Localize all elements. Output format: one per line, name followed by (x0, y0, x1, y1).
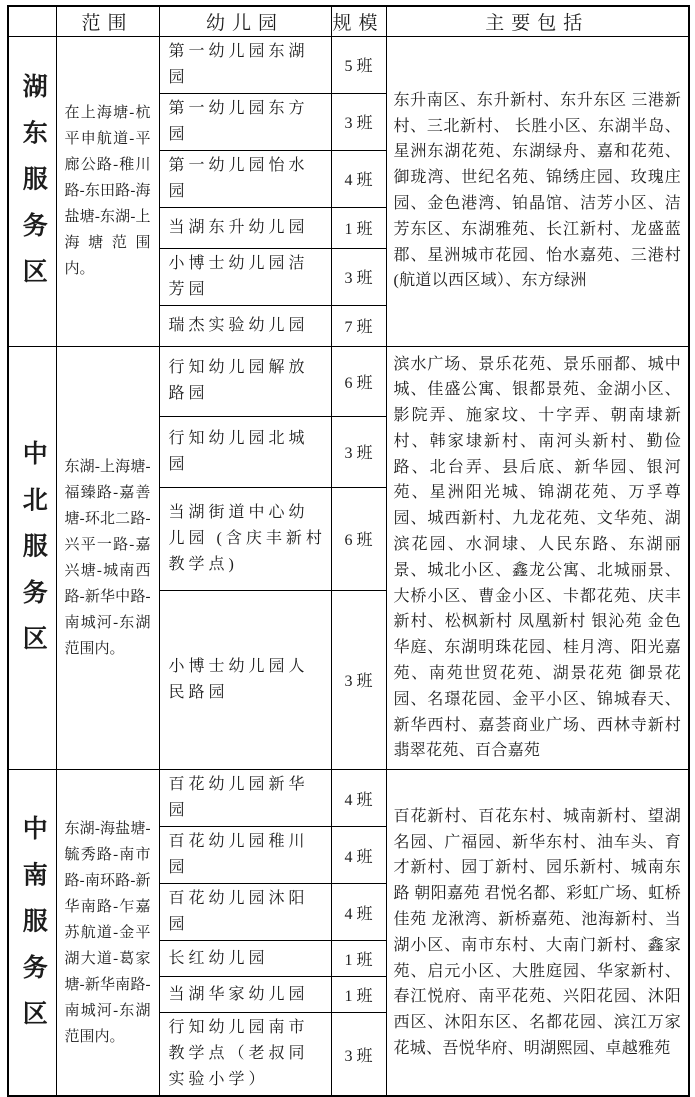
scale-cell: 1 班 (331, 207, 386, 248)
table-row (8, 346, 689, 417)
section-label: 中北服务区 (19, 439, 47, 671)
scale-cell: 4 班 (331, 150, 386, 207)
scale-cell: 1 班 (331, 977, 386, 1013)
kindergarten-name: 百花幼儿园稚川园 (159, 827, 331, 884)
kindergarten-service-table (7, 5, 690, 1097)
table-row (8, 770, 689, 827)
scale-cell: 6 班 (331, 346, 386, 417)
scale-cell: 1 班 (331, 941, 386, 977)
scale-cell: 7 班 (331, 305, 386, 346)
kindergarten-name: 小博士幼儿园洁芳园 (159, 248, 331, 305)
kindergarten-name: 小博士幼儿园人民路园 (159, 590, 331, 770)
kindergarten-name: 第一幼儿园东湖园 (159, 36, 331, 93)
scale-cell: 6 班 (331, 487, 386, 590)
scale-cell: 3 班 (331, 93, 386, 150)
kindergarten-name: 行知幼儿园南市教学点（老叔同实验小学） (159, 1013, 331, 1097)
range-cell: 在上海塘-杭平申航道-平廊公路-稚川路-东田路-海盐塘-东湖-上海塘范围内。 (56, 36, 159, 346)
kindergarten-name: 第一幼儿园东方园 (159, 93, 331, 150)
section-label: 中南服务区 (19, 814, 47, 1046)
kindergarten-name: 当湖街道中心幼儿园 (含庆丰新村教学点) (159, 487, 331, 590)
kindergarten-name: 当湖华家幼儿园 (159, 977, 331, 1013)
column-header-includes: 主要包括 (386, 6, 689, 36)
kindergarten-name: 第一幼儿园怡水园 (159, 150, 331, 207)
header-row (8, 6, 689, 36)
kindergarten-name: 瑞杰实验幼儿园 (159, 305, 331, 346)
scale-cell: 3 班 (331, 1013, 386, 1097)
kindergarten-name: 长红幼儿园 (159, 941, 331, 977)
scale-cell: 4 班 (331, 884, 386, 941)
column-header-section (8, 6, 56, 36)
includes-cell: 百花新村、百花东村、城南新村、望湖名园、广福园、新华东村、油车头、育才新村、园丁新村、园乐新村、城南东路 朝阳嘉苑 君悦名都、彩虹广场、虹桥佳苑 龙湫湾、新桥嘉苑、池海新村、当湖小区、南市东村、大南门新村、鑫家苑、启元小区、大胜庭园、华家新村、春江悦府、南平花苑、兴阳花园、沐阳西区、沐阳东区、名都花园、滨江万家花城、吾悦华府、明湖熙园、卓越雅苑 (386, 770, 689, 1097)
scale-cell: 4 班 (331, 770, 386, 827)
section-cell (8, 346, 56, 770)
kindergarten-name: 行知幼儿园解放路园 (159, 346, 331, 417)
kindergarten-name: 行知幼儿园北城园 (159, 417, 331, 488)
section-cell (8, 770, 56, 1097)
includes-cell: 东升南区、东升新村、东升东区 三港新村、三北新村、 长胜小区、东湖半岛、星洲东湖花苑、东湖绿舟、嘉和花苑、御珑湾、世纪名苑、锦绣庄园、玫瑰庄园、金色港湾、铂晶馆、洁芳小区、洁芳东区、东湖雅苑、长江新村、龙盛蓝郡、星洲城市花园、怡水嘉苑、三港村(航道以西区域）、东方绿洲 (386, 36, 689, 346)
scale-cell: 3 班 (331, 590, 386, 770)
column-header-range: 范围 (56, 6, 159, 36)
range-cell: 东湖-海盐塘-毓秀路-南市路-南环路-新华南路-乍嘉苏航道-金平湖大道-葛家塘-新华南路-南城河-东湖范围内。 (56, 770, 159, 1097)
scale-cell: 4 班 (331, 827, 386, 884)
section-label: 湖东服务区 (19, 72, 47, 305)
column-header-scale: 规模 (331, 6, 386, 36)
kindergarten-name: 当湖东升幼儿园 (159, 207, 331, 248)
scale-cell: 3 班 (331, 417, 386, 488)
kindergarten-name: 百花幼儿园新华园 (159, 770, 331, 827)
includes-cell: 滨水广场、景乐花苑、景乐丽都、城中城、佳盛公寓、银都景苑、金湖小区、影院弄、施家坟、十字弄、朝南埭新村、韩家埭新村、南河头新村、勤俭路、北台弄、县后底、新华园、银河苑、星洲阳光城、锦湖花苑、万孚尊园、城西新村、九龙花苑、文华苑、湖滨花园、水洞埭、人民东路、东湖丽景、城北小区、鑫龙公寓、北城丽景、大桥小区、曹金小区、卡都花苑、庆丰新村、松枫新村 凤凰新村 银沁苑 金色华庭、东湖明珠花园、桂月湾、阳光嘉苑、南苑世贸花苑、湖景花苑 御景花园、名璟花园、金平小区、锦城春天、新华西村、嘉荟商业广场、西林寺新村 翡翠花苑、百合嘉苑 (386, 346, 689, 770)
scale-cell: 3 班 (331, 248, 386, 305)
table-row (8, 36, 689, 93)
kindergarten-name: 百花幼儿园沐阳园 (159, 884, 331, 941)
range-cell: 东湖-上海塘-福臻路-嘉善塘-环北二路-兴平一路-嘉兴塘-城南西路-新华中路-南城河-东湖范围内。 (56, 346, 159, 770)
section-cell (8, 36, 56, 346)
column-header-kindergarten: 幼儿园 (159, 6, 331, 36)
scale-cell: 5 班 (331, 36, 386, 93)
